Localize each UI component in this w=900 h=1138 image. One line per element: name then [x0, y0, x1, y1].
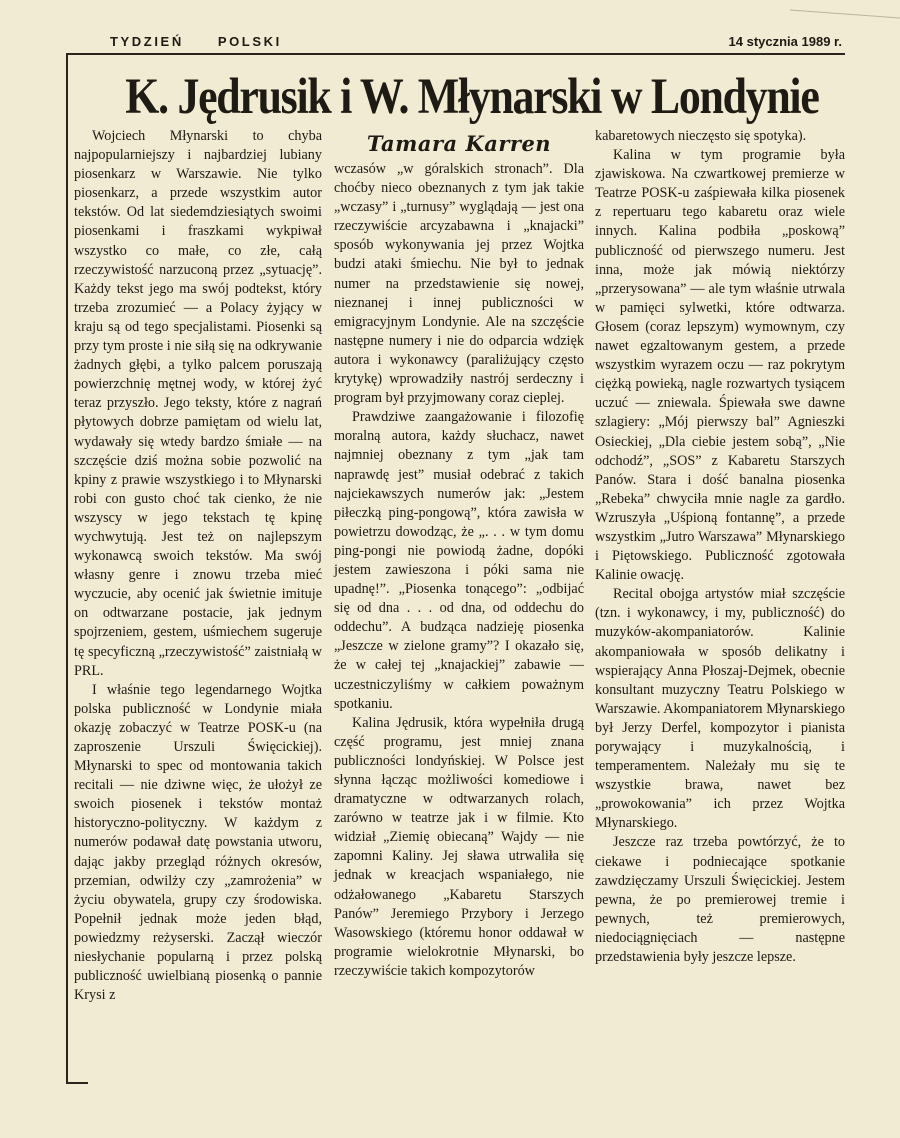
masthead [110, 34, 842, 52]
paper-crease-mark [790, 4, 900, 22]
paragraph: I właśnie tego legendarnego Wojtka polska publiczność w Londynie miała okazję zobaczyć w Teatrze POSK-u (na zaproszenie Urszuli Święcickiej). Młynarski to spec od montowania takich recitali — nie dziwne więc, że ułożył ze swoich piosenek i tekstów montaż historyczno-polityczny. W każdym z numerów podawał datę powstania utworu, dając jakby przegląd różnych okresów, przemian, odwilży czy „zamrożenia” w życiu obywatela, grupy czy środowiska. Popełnił jednak może jeden błąd, powiedzmy reżyserski. Zaczął wieczór niesłychanie popularną i przez polską publiczność uwielbianą piosenką o pannie Krysi z [74, 681, 322, 1004]
masthead-name-word-1: TYDZIEŃ [110, 34, 184, 49]
paragraph: kabaretowych nieczęsto się spotyka). [595, 128, 807, 144]
paragraph: Jeszcze raz trzeba powtórzyć, że to ciekawe i podniecające spotkanie zawdzięczamy Urszuli Święcickiej. Jestem pewna, że po premierowej tremie i pewnych, też premierowych, niedociągnięciach — następne przedstawienia były jeszcze lepsze. [595, 834, 845, 966]
issue-date: 14 stycznia 1989 r. [728, 34, 842, 49]
article-column-1 [74, 127, 322, 1005]
left-rule [66, 53, 68, 1083]
masthead-name-word-2: POLSKI [217, 34, 282, 49]
top-rule [66, 53, 845, 55]
paragraph: wczasów „w góralskich stronach”. Dla choćby nieco obeznanych z tym jak takie „wczasy” i „turnusy” wyglądają — jest ona rzeczywiście arcyzabawna i „knajacki” sposób wykonywania jej przez Wojtka budzi ataki śmiechu. Nie był to jednak numer na przedstawienie się nowej, nieznanej i innej publiczności w emigracyjnym Londynie. Ale na szczęście następne numery i nie do odparcia wdzięk autora i wykonawcy (paraliżujący często krytykę) wprowadziły nastrój serdeczny i program był przyjmowany coraz cieplej. [334, 161, 584, 407]
bottom-rule [66, 1082, 88, 1084]
article-column-3 [595, 127, 845, 967]
masthead-name [110, 34, 316, 49]
paragraph: Kalina w tym programie była zjawiskowa. Na czwartkowej premierze w Teatrze POSK-u zaśpiewała kilka piosenek z repertuaru tego kabaretu oraz wiele innych. Kalina podbiła „poskową” publiczność od pierwszego numeru. Jest inna, może jak mówią niektórzy „przerysowana” — ale tym właśnie utrwala w pamięci sylwetki, które odtwarza. Głosem (coraz lepszym) wymownym, czy nawet egzaltowanym gestem, a przede wszystkim wyrazem oczu — raz pokrytym ciężką powieką, nagle rozwartych tysiącem uczuć — zniewala. Śpiewała swe dawne szlagiery: „Mój pierwszy bal” Agnieszki Osieckiej, „Dla ciebie jestem sobą”, „Nie odchodź”, „SOS” z Kabaretu Starszych Panów. Stara i dość banalna piosenka „Rebeka” chwyciła mnie nagle za gardło. Wzruszyła „Uśpioną fontannę”, a przede wszystkim „Jutro Warszawa” Młynarskiego i Piętowskiego. Publiczność zgotowała Kalinie owację. [595, 147, 845, 584]
paragraph: Kalina Jędrusik, która wypełniła drugą część programu, jest mniej znana publiczności londyńskiej. W Polsce jest słynna łącząc możliwości komediowe i dramatyczne w odtwarzanych rolach, zarówno w teatrze jak i w filmie. Kto widział „Ziemię obiecaną” Wajdy — nie zapomni Kaliny. Jej sława utrwaliła się jednak w kreacjach wspaniałego, nie odżałowanego „Kabaretu Starszych Panów” Jeremiego Przybory i Jerzego Wasowskiego (któremu honor oddawał w programie wielokrotnie Młynarski, bo rzeczywiście takich kompozytorów [334, 714, 584, 979]
article-headline: K. Jędrusik i W. Młynarski w Londynie [125, 69, 819, 125]
paragraph: Prawdziwe zaangażowanie i filozofię moralną autora, każdy słuchacz, nawet najmniej obeznany z tym „jak tam naprawdę jest” musiał odebrać z takich najciekawszych numerów jak: „Jestem piłeczką ping-pongową”, która zawisła w powietrzu dowodząc, że „. . . w tym domu ping-pongi nie powiodą żadne, dopóki jestem zawieszona i póki sama nie upadnę!”. „Piosenka tonącego”: „odbijać się od dna . . . od dna, od oddechu do oddechu”. A budząca nadzieję piosenka „Jeszcze w zielone gramy”? I okazało się, że w całej tej „knajackiej” zabawie — uczestniczyliśmy w całkiem poważnym spotkaniu. [334, 409, 584, 712]
paragraph: Recital obojga artystów miał szczęście (tzn. i wykonawcy, i my, publiczność) do muzyków-akompaniatorów. Kalinie akompaniowała w sposób delikatny i wspierający Anna Płoszaj-Dejmek, obecnie konsultant muzyczny Teatru Polskiego w Warszawie. Akompaniatorem Młynarskiego był Jerzy Derfel, kompozytor i pianista porywający i muzykalnością, i temperamentem. Należały mu się te wszystkie brawa, nawet bez „prowokowania” ich przez Wojtka Młynarskiego. [595, 586, 845, 832]
paragraph: Wojciech Młynarski to chyba najpopularniejszy i najbardziej lubiany piosenkarz w Warszawie. Nie tylko piosenkarz, a przede wszystkim autor tekstów. Od lat siedemdziesiątych swoimi piosenkami i fraszkami wykpiwał wszystko co małe, co złe, całą rzeczywistość narzuconą przez „sytuację”. Każdy tekst jego ma swój podtekst, który trzeba zrozumieć — a Polacy żyjący w kraju są od tego specjalistami. Piosenki są przy tym proste i nie siłą się na odkrywanie żadnych głębi, a tylko palcem poruszają powierzchnię mętnej wody, w której żyć teraz przyszło. Jego teksty, które z nagrań płytowych dobrze pamiętam od wielu lat, wydawały się wtedy bardzo śmiałe — na szczęście dziś można sobie pozwolić na kpiny z prawie wszystkiego i to Młynarski robi con gusto choć tak cienko, że nie wszyscy w jego tekstach tę kpinę wychwytują. Jest też on najlepszym wykonawcą swoich tekstów. Ma swój własny genre i znowu trzeba mieć wyczucie, aby ocenić jak świetnie imituje on odtwarzane postacie, jak jednym spojrzeniem, gestem, uśmiechem sugeruje tę specyficzną „rzeczywistość” zaistniałą w PRL. [74, 128, 322, 679]
article-column-2 [334, 132, 584, 981]
author-byline: Tamara Karren [366, 131, 552, 156]
